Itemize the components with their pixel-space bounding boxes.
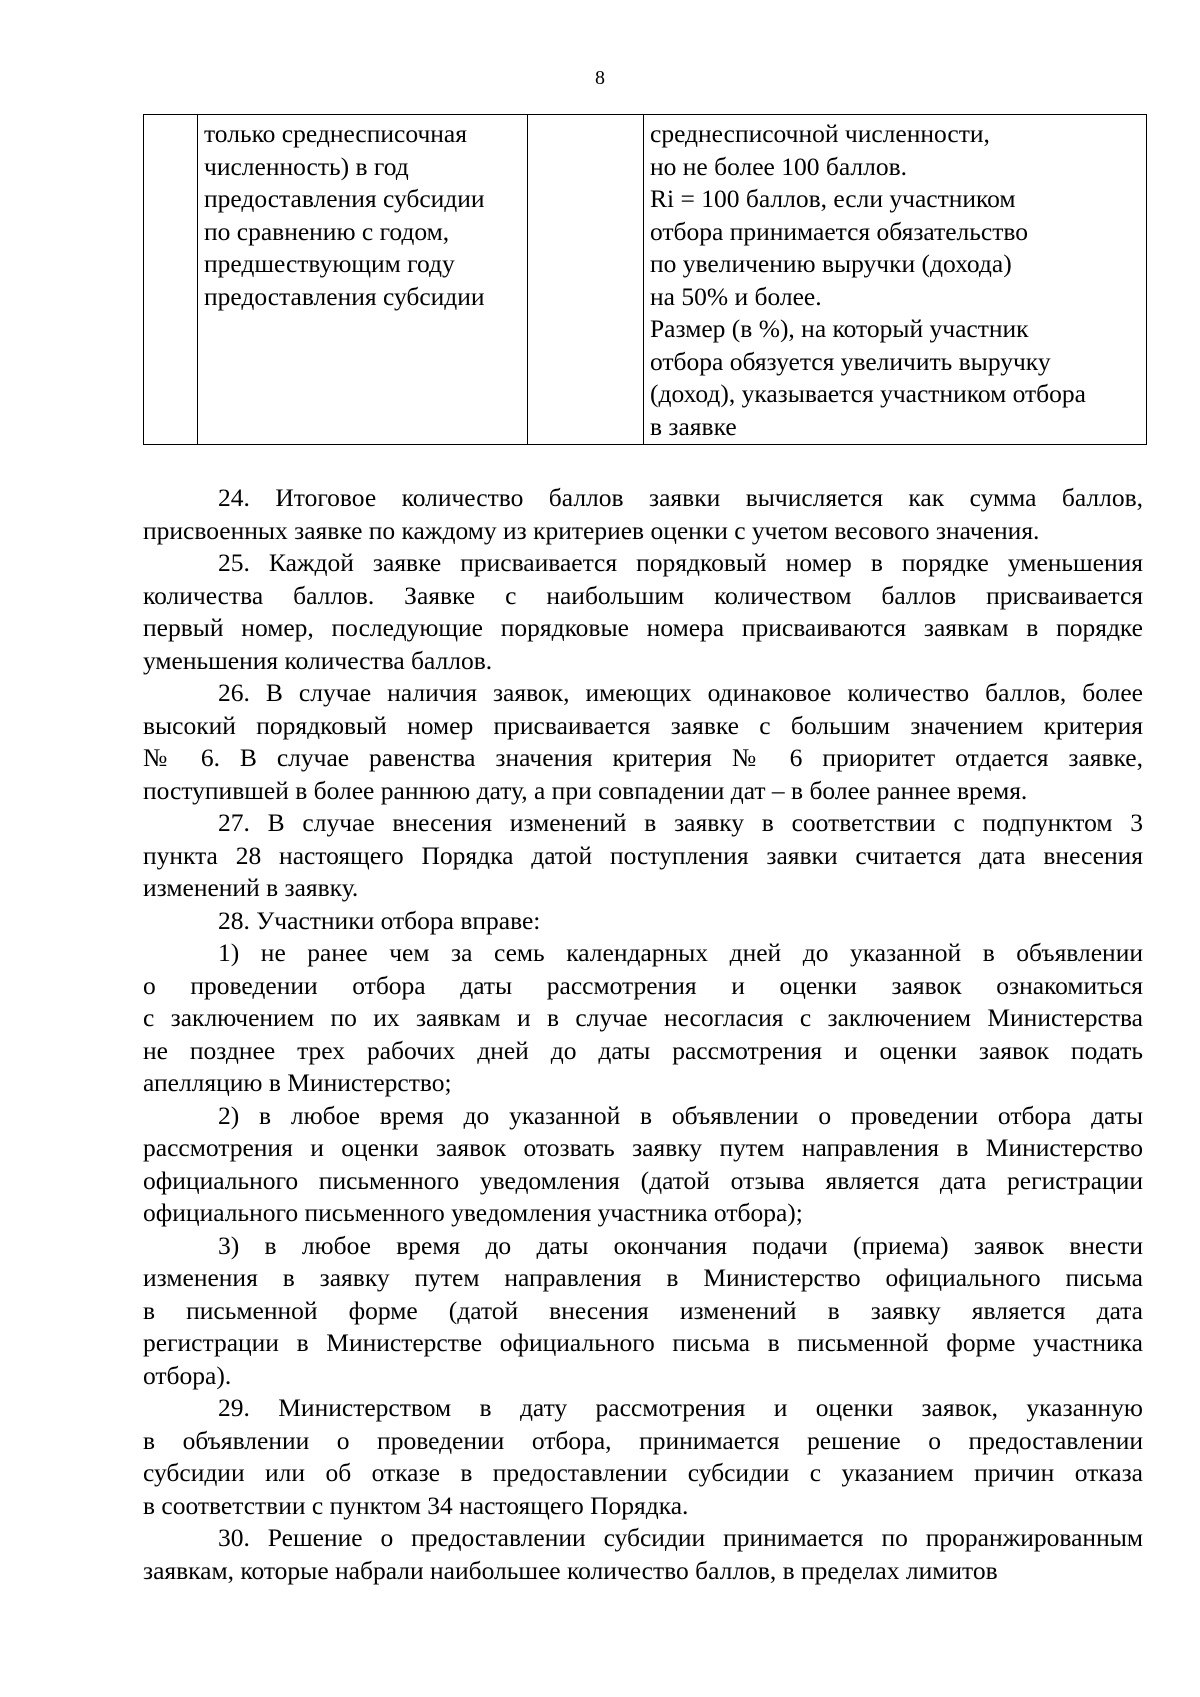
paragraph-line: изменений в заявку.	[143, 873, 359, 902]
paragraph	[143, 1392, 1143, 1522]
table-cell-line: предоставления субсидии	[204, 281, 485, 311]
paragraph	[143, 677, 1143, 807]
paragraph-line: уменьшения количества баллов.	[143, 645, 493, 675]
table-cell-weight	[528, 115, 644, 445]
paragraph-line: в соответствии с пунктом 34 настоящего Порядка.	[143, 1490, 689, 1520]
criterion-text	[198, 115, 527, 314]
paragraph-line: 24. Итоговое количество баллов заявки вычисляется как сумма баллов,	[218, 483, 1143, 512]
page-number: 8	[595, 67, 605, 89]
table-cell-number	[144, 115, 198, 445]
paragraph	[143, 547, 1143, 677]
paragraph-line: о проведении отбора даты рассмотрения и оценки заявок ознакомиться	[143, 970, 1143, 1000]
paragraph	[143, 905, 1143, 938]
paragraph-line: 2) в любое время до указанной в объявлении о проведении отбора даты	[218, 1100, 1143, 1130]
paragraph-line: количества баллов. Заявке с наибольшим количеством баллов присваивается	[143, 580, 1143, 610]
table-cell-line: по сравнению с годом,	[204, 216, 450, 246]
table-cell-line: предшествующим году	[204, 249, 455, 278]
paragraph	[143, 1522, 1143, 1587]
table-cell-line: в заявке	[650, 411, 737, 441]
paragraph	[143, 937, 1143, 1100]
paragraph-line: официального письменного уведомления участника отбора);	[143, 1198, 803, 1227]
criteria-table	[143, 114, 1147, 445]
paragraph-line: поступившей в более раннюю дату, а при совпадении дат – в более раннее время.	[143, 775, 1028, 805]
table-cell-line: Ri = 100 баллов, если участником	[650, 184, 1016, 213]
calculation-text	[644, 115, 1146, 444]
paragraph	[143, 1100, 1143, 1230]
paragraph-line: официального письменного уведомления (датой отзыва является дата регистрации	[143, 1165, 1143, 1195]
table-cell-line: (доход), указывается участником отбора	[650, 379, 1086, 408]
paragraph-line: 1) не ранее чем за семь календарных дней до указанной в объявлении	[218, 938, 1143, 967]
paragraph	[143, 807, 1143, 905]
paragraph-line: высокий порядковый номер присваивается заявке с большим значением критерия	[143, 710, 1143, 740]
paragraph-line: в письменной форме (датой внесения изменений в заявку является дата	[143, 1295, 1143, 1325]
paragraph-line: апелляцию в Министерство;	[143, 1068, 452, 1097]
paragraph-line: субсидии или об отказе в предоставлении субсидии с указанием причин отказа	[143, 1458, 1143, 1487]
paragraph-line: регистрации в Министерстве официального письма в письменной форме участника	[143, 1328, 1143, 1357]
paragraph	[143, 482, 1143, 547]
paragraph-line: присвоенных заявке по каждому из критериев оценки с учетом весового значения.	[143, 515, 1040, 545]
paragraph-line: 27. В случае внесения изменений в заявку в соответствии с подпунктом 3	[218, 808, 1143, 837]
table-cell-line: только среднесписочная	[204, 119, 467, 148]
paragraph-line: 25. Каждой заявке присваивается порядковый номер в порядке уменьшения	[218, 548, 1143, 577]
paragraph-line: не позднее трех рабочих дней до даты рассмотрения и оценки заявок подать	[143, 1035, 1143, 1065]
table-cell-line: отбора обязуется увеличить выручку	[650, 346, 1051, 376]
paragraph-line: № 6. В случае равенства значения критерия № 6 приоритет отдается заявке,	[143, 743, 1143, 772]
table-cell-line: но не более 100 баллов.	[650, 151, 907, 181]
table-cell-line: предоставления субсидии	[204, 184, 485, 213]
paragraph-line: в объявлении о проведении отбора, принимается решение о предоставлении	[143, 1425, 1143, 1455]
table-cell-line: на 50% и более.	[650, 281, 822, 311]
paragraph-line: 30. Решение о предоставлении субсидии принимается по проранжированным	[218, 1523, 1143, 1552]
paragraph-line: 26. В случае наличия заявок, имеющих одинаковое количество баллов, более	[218, 678, 1143, 707]
table-cell-line: среднесписочной численности,	[650, 119, 990, 148]
paragraph-line: заявкам, которые набрали наибольшее количество баллов, в пределах лимитов	[143, 1555, 998, 1585]
paragraph-line: отбора).	[143, 1360, 232, 1390]
table-cell-calculation	[644, 115, 1147, 445]
paragraph-line: 29. Министерством в дату рассмотрения и оценки заявок, указанную	[218, 1393, 1143, 1422]
paragraph-line: изменения в заявку путем направления в Министерство официального письма	[143, 1263, 1143, 1292]
paragraph-line: 3) в любое время до даты окончания подачи (приема) заявок внести	[218, 1230, 1143, 1260]
table-cell-line: численность) в год	[204, 151, 409, 181]
table-cell-line: Размер (в %), на который участник	[650, 314, 1029, 343]
paragraph-line: с заключением по их заявкам и в случае несогласия с заключением Министерства	[143, 1003, 1143, 1032]
table-cell-line: по увеличению выручки (дохода)	[650, 249, 1012, 278]
document-body	[143, 482, 1143, 1587]
paragraph-line: пункта 28 настоящего Порядка датой поступления заявки считается дата внесения	[143, 840, 1143, 870]
table-cell-line: отбора принимается обязательство	[650, 216, 1028, 246]
paragraph	[143, 1230, 1143, 1393]
paragraph-line: 28. Участники отбора вправе:	[218, 905, 541, 935]
paragraph-line: первый номер, последующие порядковые номера присваиваются заявкам в порядке	[143, 613, 1143, 642]
table-cell-criterion	[198, 115, 528, 445]
paragraph-line: рассмотрения и оценки заявок отозвать заявку путем направления в Министерство	[143, 1133, 1143, 1162]
table-row	[144, 115, 1147, 445]
